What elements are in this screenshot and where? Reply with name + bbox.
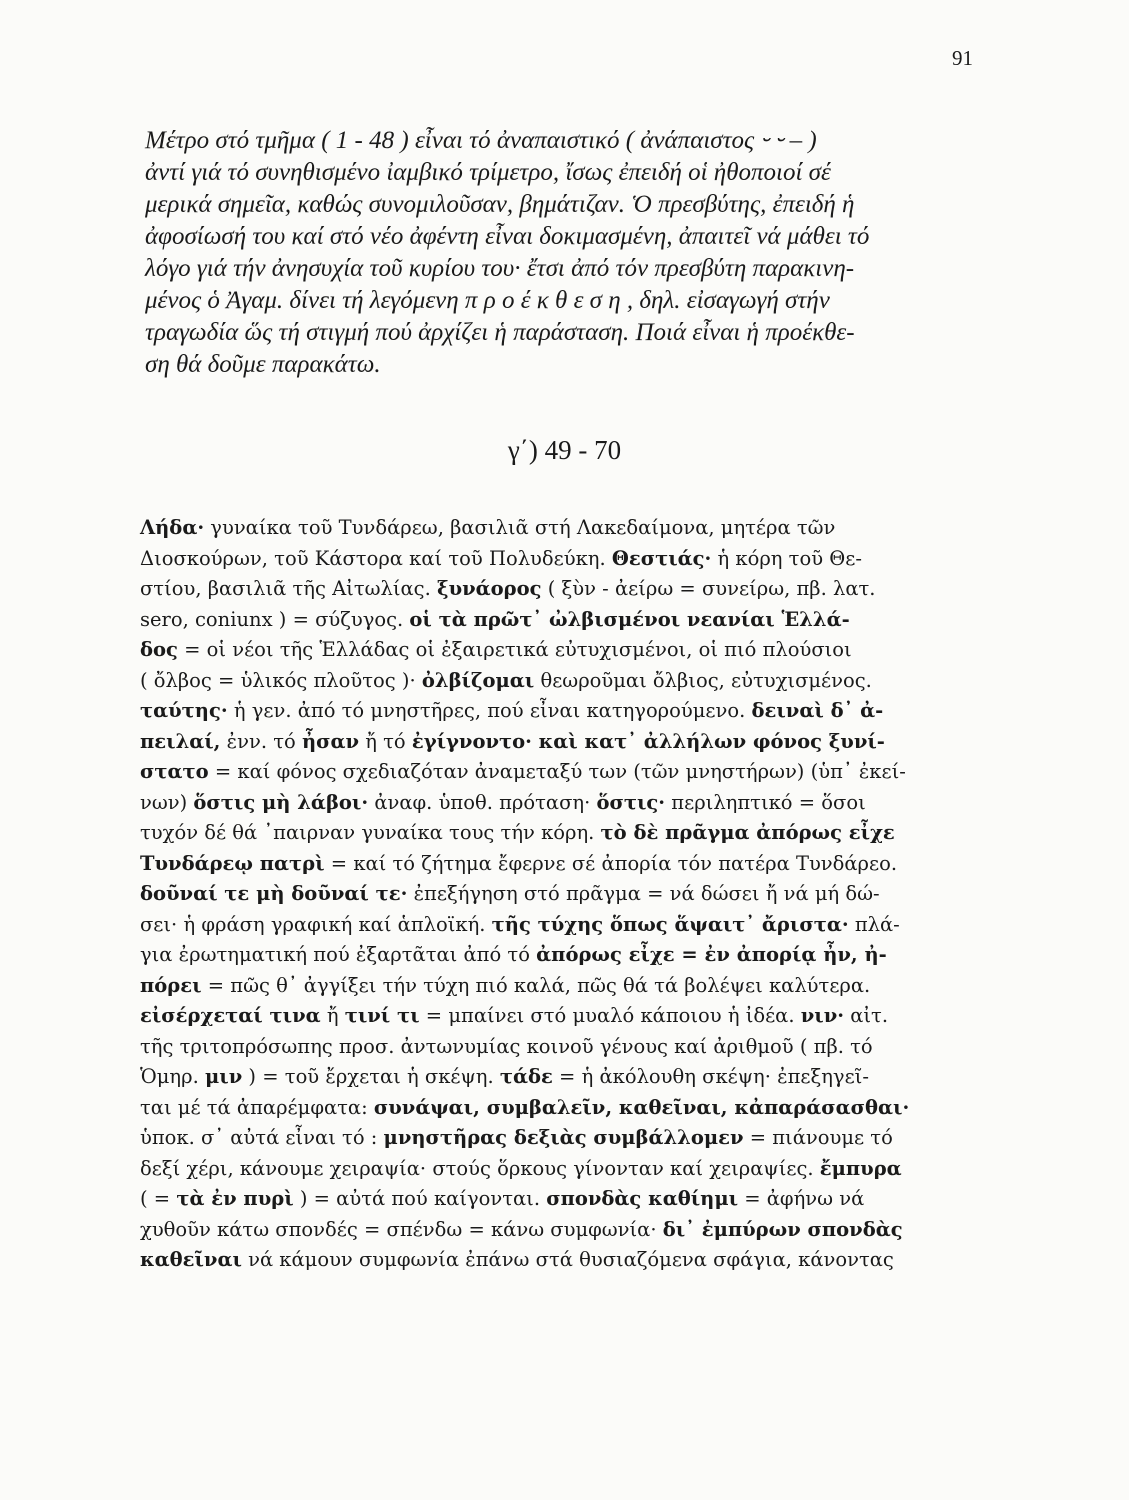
commentary-text: ( = [140,1187,177,1210]
lemma-term: ξυνάορος [437,577,542,600]
intro-line: μένος ὁ Ἀγαμ. δίνει τή λεγόμενη π ρ ο έ κ θ ε σ η , δηλ. εἰσαγωγή στήν [145,287,830,314]
lemma-term: ταύτης· [140,699,228,722]
commentary-text: περιληπτικό = ὅσοι [665,790,866,814]
intro-paragraph [145,125,990,381]
commentary-text: ἐπεξήγηση στό πρᾶγμα = νά δώσει ἤ νά μή δώ- [407,882,880,905]
commentary-text: ( ὄλβος = ὑλικός πλοῦτος )· [140,668,422,692]
lemma-term: ὅστις· [596,790,666,814]
section-heading: γ΄) 49 - 70 [507,435,622,465]
lemma-term: καθεῖναι [140,1248,242,1271]
commentary-line [140,1093,990,1124]
commentary-text: αἰτ. [844,1004,889,1027]
commentary-text: πλά- [848,912,900,936]
commentary-line [140,635,990,666]
commentary-text: νων) [140,790,194,814]
commentary-line [140,1154,990,1185]
commentary-text: = μπαίνει στό μυαλό κάποιου ἡ ἰδέα. [419,1004,801,1027]
commentary-line [140,849,990,880]
intro-line: ση θά δοῦμε παρακάτω. [145,351,381,378]
commentary-text: νά κάμουν συμφωνία ἐπάνω στά θυσιαζόμενα σφάγια, κάνοντας [241,1248,894,1271]
intro-line: ἀντί γιά τό συνηθισμένο ἰαμβικό τρίμετρο, ἴσως ἐπειδή οἱ ἠθοποιοί σέ [145,159,831,186]
commentary-text: ἐνν. τό [220,729,302,753]
commentary-line [140,727,990,758]
commentary-text: Ὁμηρ. [140,1065,205,1088]
commentary-text: δεξί χέρι, κάνουμε χειραψία· στούς ὅρκους γίνονταν καί χειραψίες. [140,1156,820,1180]
commentary-text: = καί τό ζήτημα ἔφερνε σέ ἀπορία τόν πατέρα Τυνδάρεο. [324,851,898,875]
lemma-term: Τυνδάρεῳ πατρὶ [140,851,325,875]
commentary-text: ἤ τό [359,729,412,753]
commentary-line [140,940,990,971]
commentary-text: = καί φόνος σχεδιαζόταν ἀναμεταξύ των (τῶν μνηστήρων) (ὑπ᾽ ἐκεί- [208,760,906,783]
intro-line: τραγωδία ὥς τή στιγμή πού ἀρχίζει ἡ παράσταση. Ποιά εἶναι ἡ προέκθε- [145,319,855,346]
intro-line: ἀφοσίωσή του καί στό νέο ἀφέντη εἶναι δοκιμασμένη, ἀπαιτεῖ νά μάθει τό [145,223,870,250]
commentary-line [140,1123,990,1154]
commentary-text: = πῶς θ᾽ ἀγγίξει τήν τύχη πιό καλά, πῶς θά τά βολέψει καλύτερα. [201,973,871,997]
lemma-term: τῆς τύχης ὅπως ἅψαιτ᾽ ἄριστα· [491,912,849,936]
lemma-term: δος [140,638,178,661]
commentary-text: γυναίκα τοῦ Τυνδάρεω, βασιλιᾶ στή Λακεδαίμονα, μητέρα τῶν [204,516,836,539]
commentary-text: ) = αὐτά πού καίγονται. [293,1187,547,1210]
commentary-text: Διοσκούρων, τοῦ Κάστορα καί τοῦ Πολυδεύκη. [140,546,612,570]
commentary-text: ὑποκ. σ᾽ αὐτά εἶναι τό : [140,1126,384,1149]
commentary-line [140,818,990,849]
commentary-line [140,605,990,636]
commentary-text: τυχόν δέ θά ᾽παιρναν γυναίκα τους τήν κόρη. [140,821,601,844]
lemma-term: πειλαί, [140,729,221,753]
lemma-term: ὅστις μὴ λάβοι· [193,790,369,814]
commentary-text: ἀναφ. ὑποθ. πρόταση· [368,790,597,814]
lemma-term: ἔμπυρα [819,1156,902,1180]
commentary-text: ἤ [320,1004,345,1027]
commentary-line [140,971,990,1002]
commentary-text: ἡ γεν. ἀπό τό μνηστῆρες, πού εἶναι κατηγορούμενο. [227,699,752,722]
commentary-text: ) = τοῦ ἔρχεται ἡ σκέψη. [242,1065,500,1088]
commentary-line [140,1062,990,1093]
commentary-text: sero, coniunx ) = σύζυγος. [140,607,410,631]
commentary-line [140,1245,990,1276]
commentary-line [140,1215,990,1246]
lemma-term: τὰ ἐν πυρὶ [176,1187,294,1210]
commentary-paragraph [140,513,990,1276]
intro-line: μερικά σημεῖα, καθώς συνομιλοῦσαν, βημάτιζαν. Ὁ πρεσβύτης, ἐπειδή ἡ [145,191,855,218]
commentary-text: = ἀφήνω νά [738,1187,865,1210]
commentary-text: = οἱ νέοι τῆς Ἑλλάδας οἱ ἐξαιρετικά εὐτυχισμένοι, οἱ πιό πλούσιοι [177,638,852,661]
commentary-text: = πιάνουμε τό [743,1126,893,1149]
commentary-text: ( ξὺν - ἀείρω = συνείρω, πβ. λατ. [541,577,876,600]
commentary-line [140,879,990,910]
lemma-term: σπονδὰς καθίημι [546,1187,739,1210]
lemma-term: δοῦναί τε μὴ δοῦναί τε· [140,882,408,905]
commentary-text: τῆς τριτοπρόσωπης προσ. ἀντωνυμίας κοινοῦ γένους καί ἀριθμοῦ ( πβ. τό [140,1034,873,1058]
commentary-line [140,574,990,605]
lemma-term: Θεστιάς· [611,546,712,570]
lemma-term: στατο [140,760,209,783]
intro-line: Μέτρο στό τμῆμα ( 1 - 48 ) εἶναι τό ἀναπαιστικό ( ἀνάπαιστος ⏑ ⏑ – ) [145,127,817,154]
commentary-line [140,1184,990,1215]
commentary-line [140,757,990,788]
intro-line: λόγο γιά τήν ἀνησυχία τοῦ κυρίου του· ἔτσι ἀπό τόν πρεσβύτη παρακινη- [145,255,855,282]
lemma-term: δειναὶ δ᾽ ἀ- [751,699,884,722]
commentary-line [140,1001,990,1032]
commentary-line [140,513,990,544]
page-number: 91 [952,46,973,70]
commentary-line [140,696,990,727]
lemma-term: μιν [204,1065,243,1088]
lemma-term: νιν· [800,1004,845,1027]
commentary-text: για ἐρωτηματική πού ἐξαρτᾶται ἀπό τό [140,943,537,966]
lemma-term: πόρει [140,973,202,997]
commentary-line [140,788,990,819]
lemma-term: εἰσέρχεταί τινα [140,1004,321,1027]
commentary-line [140,1032,990,1063]
lemma-term: ὀλβίζομαι [421,668,535,692]
lemma-term: μνηστῆρας δεξιὰς συμβάλλομεν [383,1126,744,1149]
lemma-term: Λήδα· [140,516,205,539]
commentary-line [140,666,990,697]
lemma-term: τὸ δὲ πρᾶγμα ἀπόρως εἶχε [600,821,895,844]
commentary-text: σει· ἡ φράση γραφική καί ἁπλοϊκή. [140,912,492,936]
lemma-term: τάδε [499,1065,553,1088]
commentary-text: χυθοῦν κάτω σπονδές = σπένδω = κάνω συμφωνία· [140,1217,663,1241]
lemma-term: ἐγίγνοντο· καὶ κατ᾽ ἀλλήλων φόνος ξυνί- [411,729,885,753]
commentary-text: στίου, βασιλιᾶ τῆς Αἰτωλίας. [140,577,438,600]
commentary-text: ται μέ τά ἀπαρέμφατα: [140,1095,374,1119]
commentary-line [140,544,990,575]
lemma-term: συνάψαι, συμβαλεῖν, καθεῖναι, κἀπαράσασθαι· [373,1095,910,1119]
commentary-text: ἡ κόρη τοῦ Θε- [711,546,862,570]
lemma-term: ἦσαν [301,729,360,753]
commentary-text: = ἡ ἀκόλουθη σκέψη· ἐπεξηγεῖ- [552,1065,869,1088]
lemma-term: ἀπόρως εἶχε = ἐν ἀπορίᾳ ἦν, ἠ- [536,943,887,966]
commentary-line [140,910,990,941]
lemma-term: τινί τι [344,1004,420,1027]
commentary-text: θεωροῦμαι ὄλβιος, εὐτυχισμένος. [534,668,872,692]
lemma-term: δι᾽ ἐμπύρων σπονδὰς [662,1217,903,1241]
lemma-term: οἱ τὰ πρῶτ᾽ ὠλβισμένοι νεανίαι Ἑλλά- [409,607,850,631]
